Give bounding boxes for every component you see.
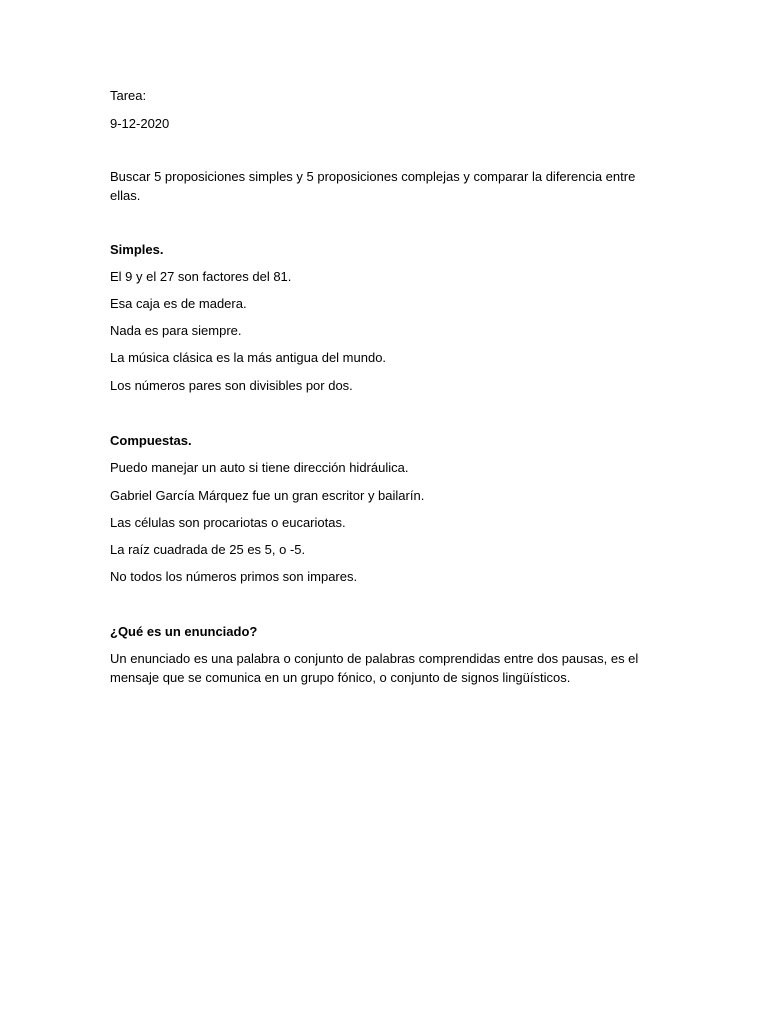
- task-date: 9-12-2020: [110, 116, 170, 131]
- enunciado-question: ¿Qué es un enunciado?: [110, 624, 258, 639]
- enunciado-answer: Un enunciado es una palabra o conjunto de palabras comprendidas entre dos pausas, es el mensaje que se comunica en un grupo fónico, o conjunto de signos lingüísticos.: [110, 651, 639, 685]
- simples-heading: Simples.: [110, 242, 164, 257]
- compound-proposition: Puedo manejar un auto si tiene dirección hidráulica.: [110, 460, 409, 475]
- task-label: Tarea:: [110, 88, 147, 103]
- compuestas-heading: Compuestas.: [110, 433, 192, 448]
- assignment-instruction: Buscar 5 proposiciones simples y 5 proposiciones complejas y comparar la diferencia entre ellas.: [110, 169, 636, 203]
- compound-proposition: No todos los números primos son impares.: [110, 569, 358, 584]
- simple-proposition: Nada es para siempre.: [110, 323, 242, 338]
- compound-proposition: Gabriel García Márquez fue un gran escritor y bailarín.: [110, 488, 425, 503]
- simple-proposition: El 9 y el 27 son factores del 81.: [110, 269, 292, 284]
- compound-proposition: La raíz cuadrada de 25 es 5, o -5.: [110, 542, 306, 557]
- simple-proposition: Los números pares son divisibles por dos.: [110, 378, 353, 393]
- compound-proposition: Las células son procariotas o eucariotas.: [110, 515, 346, 530]
- simple-proposition: Esa caja es de madera.: [110, 296, 247, 311]
- simple-proposition: La música clásica es la más antigua del mundo.: [110, 350, 387, 365]
